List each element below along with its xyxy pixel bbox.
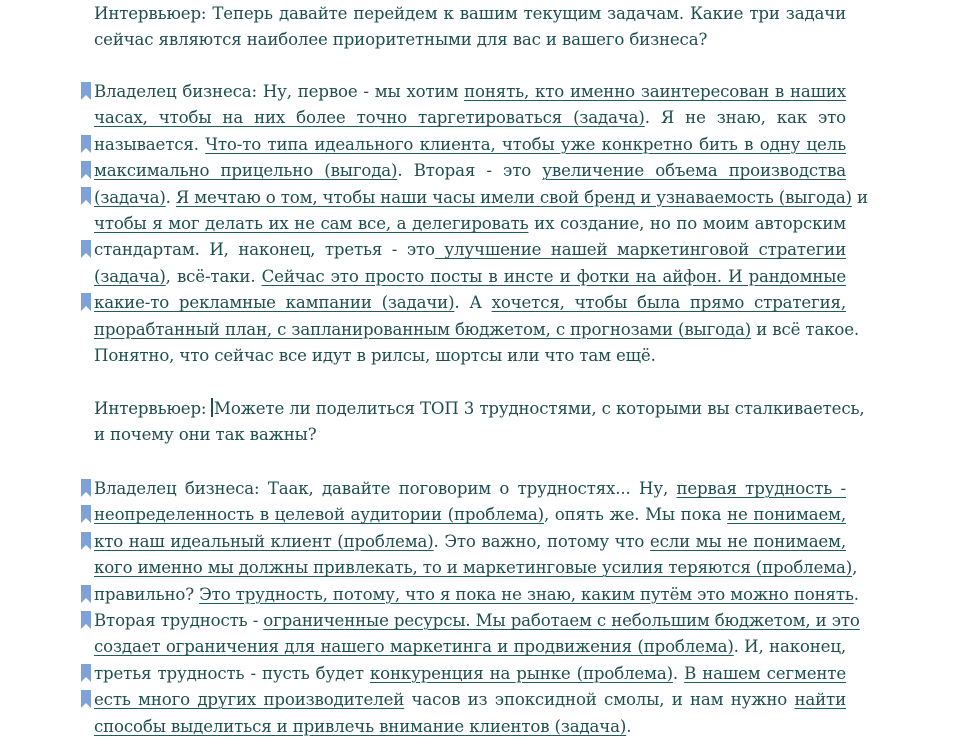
- text-line: [94, 211, 846, 237]
- text-line: [94, 79, 846, 105]
- text-line: [94, 158, 846, 184]
- paragraph-answer-2[interactable]: [94, 476, 860, 740]
- comment-marker-icon[interactable]: [81, 240, 91, 258]
- text-run: сейчас являются наиболее приоритетными для вас и вашего бизнеса?: [94, 30, 708, 50]
- underlined-text: улучшение нашей маркетинговой стратегии: [434, 240, 846, 260]
- text-run: Интервьюер: Теперь давайте перейдем к вашим текущим задачам. Какие три задачи: [94, 4, 846, 23]
- text-line: [94, 634, 846, 660]
- text-line: [94, 343, 846, 369]
- comment-marker-icon[interactable]: [81, 82, 91, 100]
- text-line: [94, 1, 846, 27]
- text-run: .: [165, 187, 176, 207]
- text-line: [94, 105, 846, 131]
- text-run: и всё такое.: [751, 319, 860, 339]
- underlined-text: понять, кто именно заинтересован в наших: [464, 82, 846, 101]
- underlined-text: конкуренция на рынке (проблема): [369, 663, 673, 683]
- comment-marker-icon[interactable]: [81, 505, 91, 523]
- text-run: Понятно, что сейчас все идут в рилсы, шортсы или что там ещё.: [94, 345, 656, 365]
- underlined-text: Что-то типа идеального клиента, чтобы уже конкретно бить в одну цель: [205, 134, 846, 154]
- comment-marker-icon[interactable]: [81, 690, 91, 708]
- underlined-text: найти: [794, 690, 846, 710]
- text-cursor: [211, 398, 213, 417]
- underlined-text: В нашем сегменте: [684, 663, 847, 683]
- text-line: [94, 502, 846, 528]
- paragraph-question-1[interactable]: [94, 1, 846, 54]
- text-line: [94, 132, 846, 158]
- text-run: Владелец бизнеса: Ну, первое - мы хотим: [94, 82, 465, 101]
- text-run: часов из эпоксидной смолы, и нам нужно: [404, 690, 795, 710]
- text-line: [94, 476, 846, 502]
- text-run: правильно?: [94, 584, 200, 604]
- text-run: Интервьюер:: [94, 399, 212, 418]
- text-run: . И, наконец,: [733, 637, 846, 657]
- text-line: [94, 714, 846, 740]
- paragraph-answer-1[interactable]: [94, 79, 868, 369]
- underlined-text: прорабтанный план, с запланированным бюджетом, с прогнозами (выгода): [94, 319, 752, 339]
- text-line: [94, 237, 846, 263]
- text-line: [94, 185, 868, 211]
- underlined-text: чтобы я мог делать их не сам все, а делегировать: [94, 213, 529, 233]
- comment-marker-icon[interactable]: [81, 161, 91, 179]
- underlined-text: не понимаем,: [727, 505, 846, 525]
- comment-marker-icon[interactable]: [81, 611, 91, 629]
- text-line: [94, 582, 859, 608]
- text-run: и: [851, 187, 868, 207]
- text-run: .: [853, 584, 859, 604]
- text-run: и почему они так важны?: [94, 425, 317, 445]
- text-line: [94, 264, 846, 290]
- underlined-text: кого именно мы должны привлекать, то и маркетинговые усилия теряются (проблема): [94, 558, 853, 578]
- text-line: [94, 555, 858, 581]
- text-run: .: [672, 663, 685, 683]
- comment-marker-icon[interactable]: [81, 585, 91, 603]
- text-line: [94, 422, 846, 448]
- comment-marker-icon[interactable]: [81, 479, 91, 497]
- comment-marker-icon[interactable]: [81, 532, 91, 550]
- underlined-text: Сейчас это просто посты в инсте и фотки на айфон. И рандомные: [261, 266, 846, 286]
- comment-marker-icon[interactable]: [81, 664, 91, 682]
- underlined-text: ограниченные ресурсы. Мы работаем с небольшим бюджетом, и это: [263, 610, 860, 630]
- text-run: Вторая трудность -: [94, 610, 264, 630]
- text-line: [94, 396, 865, 422]
- underlined-text: есть много других производителей: [94, 690, 405, 710]
- comment-marker-icon[interactable]: [81, 187, 91, 205]
- text-line: [94, 687, 846, 713]
- underlined-text: хочется, чтобы была прямо стратегия,: [491, 293, 847, 313]
- underlined-text: первая трудность -: [676, 479, 846, 498]
- text-line: [94, 27, 846, 53]
- text-line: [94, 290, 846, 316]
- underlined-text: способы выделиться и привлечь внимание клиентов (задача): [94, 716, 627, 736]
- underlined-text: (задача): [94, 187, 166, 207]
- underlined-text: увеличение объема производства: [542, 161, 846, 181]
- text-line: [94, 661, 846, 687]
- underlined-text: какие-то рекламные кампании (задачи): [94, 293, 455, 313]
- text-run: .: [626, 716, 632, 736]
- underlined-text: неопределенность в целевой аудитории (проблема): [94, 505, 544, 525]
- text-run: . А: [454, 293, 492, 313]
- text-run: . Это важно, потому что: [433, 531, 650, 551]
- text-run: Можете ли поделиться ТОП 3 трудностями, с которыми вы сталкиваетесь,: [213, 399, 865, 418]
- comment-marker-icon[interactable]: [81, 293, 91, 311]
- underlined-text: часах, чтобы на них более точно таргетироваться (задача): [94, 108, 645, 128]
- text-run: ,: [852, 558, 858, 578]
- underlined-text: создает ограничения для нашего маркетинга и продвижения (проблема): [94, 637, 734, 657]
- text-line: [94, 608, 860, 634]
- comment-marker-icon[interactable]: [81, 135, 91, 153]
- paragraph-question-2[interactable]: [94, 396, 865, 449]
- text-run: . Вторая - это: [397, 161, 543, 181]
- text-run: , всё-таки.: [165, 266, 262, 286]
- text-run: стандартам. И, наконец, третья - это: [94, 240, 435, 260]
- text-run: называется.: [94, 134, 206, 154]
- text-run: третья трудность - пусть будет: [94, 663, 370, 683]
- underlined-text: кто наш идеальный клиент (проблема): [94, 531, 434, 551]
- underlined-text: Я мечтаю о том, чтобы наши часы имели свой бренд и узнаваемость (выгода): [175, 187, 852, 207]
- text-run: , опять же. Мы пока: [543, 505, 728, 525]
- underlined-text: Это трудность, потому, что я пока не знаю, каким путём это можно понять: [199, 584, 854, 604]
- text-run: . Я не знаю, как это: [644, 108, 846, 128]
- underlined-text: максимально прицельно (выгода): [94, 161, 398, 181]
- text-run: Владелец бизнеса: Таак, давайте поговорим о трудностях... Ну,: [94, 479, 677, 498]
- text-line: [94, 317, 860, 343]
- text-line: [94, 529, 846, 555]
- text-run: их создание, но по моим авторским: [528, 213, 846, 233]
- underlined-text: (задача): [94, 266, 166, 286]
- underlined-text: если мы не понимаем,: [649, 531, 846, 551]
